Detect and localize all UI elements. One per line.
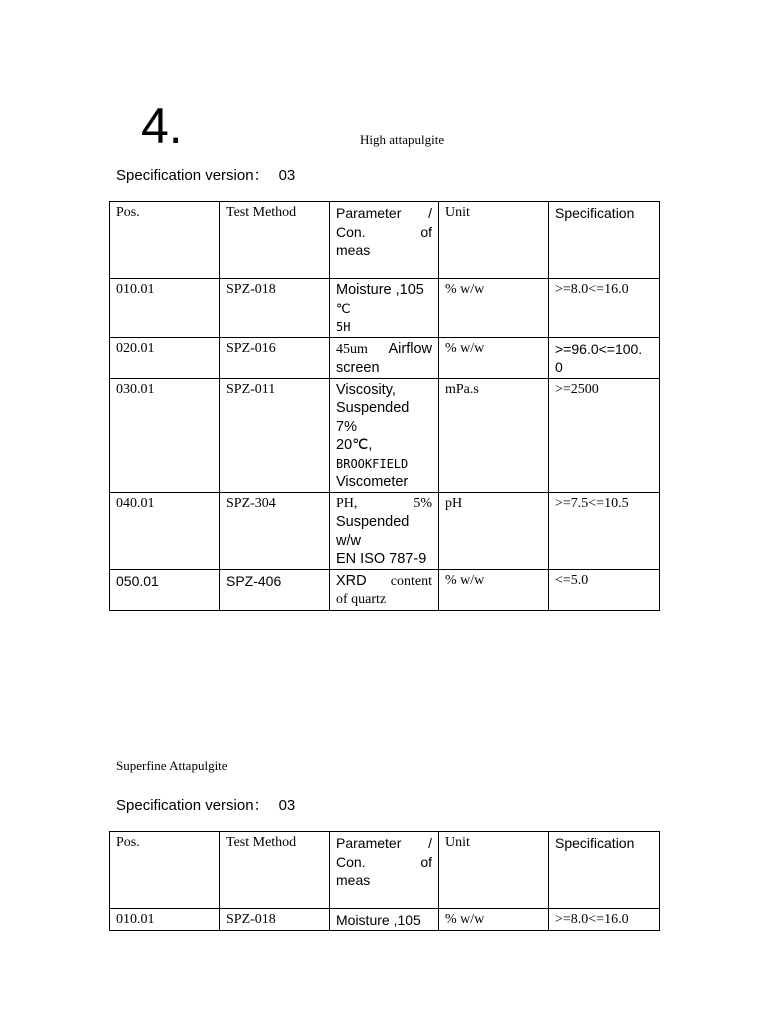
- cell-unit: % w/w: [439, 569, 549, 610]
- cell-unit: pH: [439, 492, 549, 569]
- table-header-row: [110, 832, 660, 909]
- header-parameter: Parameter / Con. of meas: [330, 202, 439, 279]
- cell-parameter: 45um Airflow screen: [330, 337, 439, 378]
- cell-unit: % w/w: [439, 909, 549, 931]
- spec-table: [109, 201, 660, 611]
- section-number: 4.: [141, 98, 183, 154]
- header-specification: Specification: [549, 202, 660, 279]
- table-header-row: [110, 202, 660, 279]
- cell-test-method: SPZ-016: [220, 337, 330, 378]
- cell-specification: >=7.5<=10.5: [549, 492, 660, 569]
- cell-test-method: SPZ-406: [220, 569, 330, 610]
- cell-pos: 010.01: [110, 909, 220, 931]
- cell-specification: >=2500: [549, 378, 660, 492]
- spec-version-label: Specification version：: [116, 167, 269, 184]
- table-row: [110, 378, 660, 492]
- cell-pos: 010.01: [110, 279, 220, 338]
- header-pos: Pos.: [110, 202, 220, 279]
- cell-parameter: Viscosity, Suspended 7% 20℃, BROOKFIELD Viscometer: [330, 378, 439, 492]
- cell-pos: 030.01: [110, 378, 220, 492]
- cell-specification: >=8.0<=16.0: [549, 909, 660, 931]
- table-row: [110, 569, 660, 610]
- section2-title: Superfine Attapulgite: [116, 758, 228, 773]
- cell-specification: >=8.0<=16.0: [549, 279, 660, 338]
- section-title: High attapulgite: [360, 132, 445, 147]
- cell-test-method: SPZ-018: [220, 279, 330, 338]
- cell-unit: % w/w: [439, 279, 549, 338]
- cell-unit: mPa.s: [439, 378, 549, 492]
- cell-specification: <=5.0: [549, 569, 660, 610]
- cell-pos: 020.01: [110, 337, 220, 378]
- cell-test-method: SPZ-011: [220, 378, 330, 492]
- header-specification: Specification: [549, 832, 660, 909]
- header-unit: Unit: [439, 832, 549, 909]
- cell-parameter: Moisture ,105 ℃ 5H: [330, 279, 439, 338]
- table-row: [110, 909, 660, 931]
- spec-version: [116, 794, 295, 815]
- header-unit: Unit: [439, 202, 549, 279]
- cell-unit: % w/w: [439, 337, 549, 378]
- header-pos: Pos.: [110, 832, 220, 909]
- spec-version-label: Specification version：: [116, 797, 269, 814]
- table-row: [110, 492, 660, 569]
- header-test-method: Test Method: [220, 202, 330, 279]
- header-parameter: Parameter / Con. of meas: [330, 832, 439, 909]
- table-row: [110, 337, 660, 378]
- cell-parameter: XRD content of quartz: [330, 569, 439, 610]
- spec-version-value: 03: [278, 797, 296, 814]
- spec-version: [116, 164, 295, 185]
- cell-parameter: Moisture ,105: [330, 909, 439, 931]
- cell-parameter: PH, 5% Suspended w/w EN ISO 787-9: [330, 492, 439, 569]
- cell-pos: 050.01: [110, 569, 220, 610]
- cell-pos: 040.01: [110, 492, 220, 569]
- cell-test-method: SPZ-304: [220, 492, 330, 569]
- header-test-method: Test Method: [220, 832, 330, 909]
- table-row: [110, 279, 660, 338]
- spec-version-value: 03: [278, 167, 296, 184]
- cell-specification: >=96.0<=100. 0: [549, 337, 660, 378]
- spec-table-2: [109, 831, 660, 931]
- cell-test-method: SPZ-018: [220, 909, 330, 931]
